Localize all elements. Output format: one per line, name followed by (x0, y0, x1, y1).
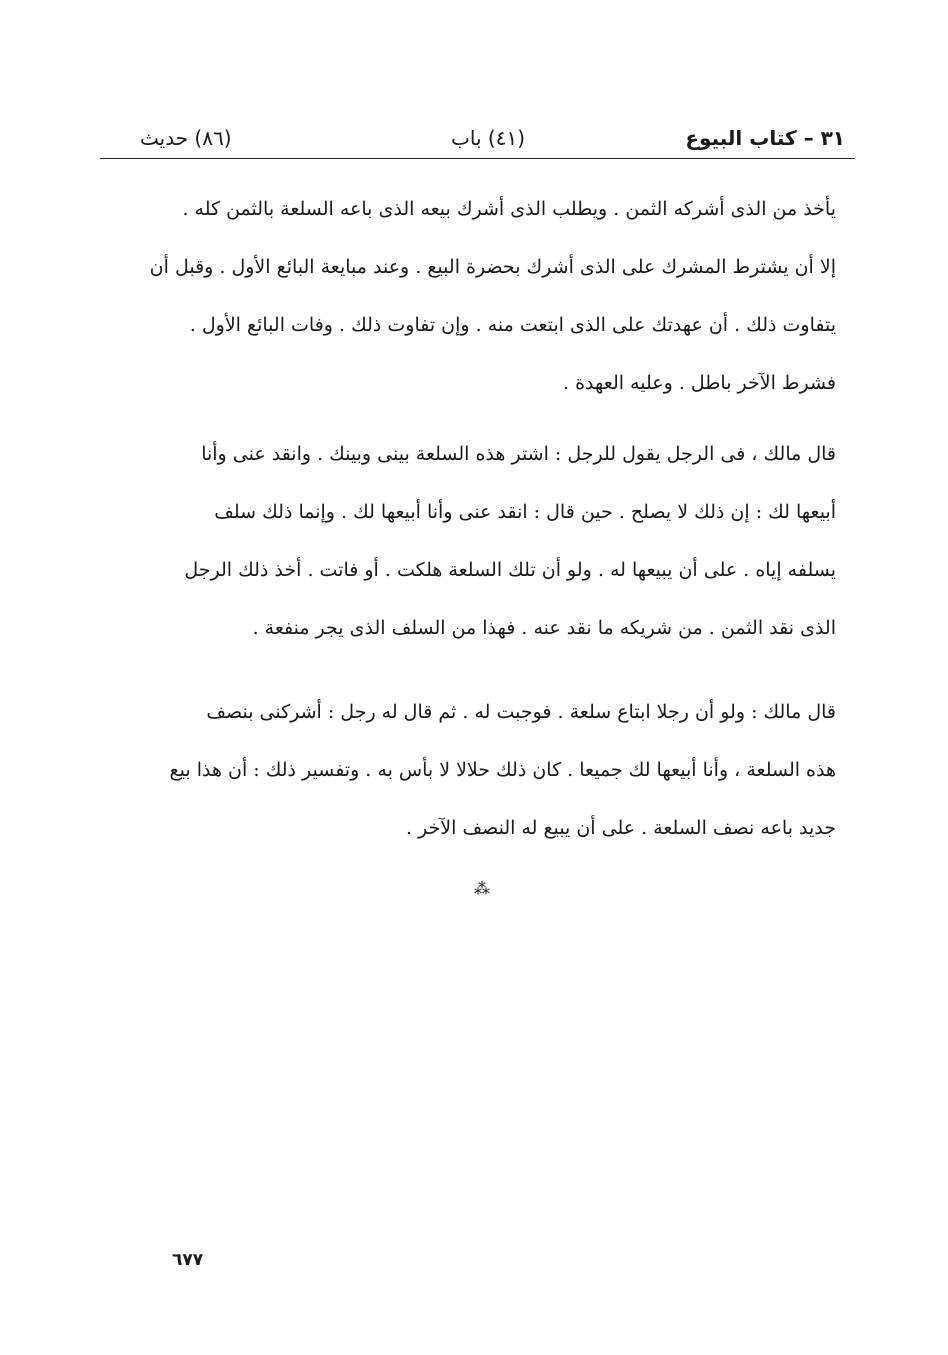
text-line: يأخذ من الذى أشركه الثمن . ويطلب الذى أشرك بيعه الذى باعه السلعة بالثمن كله . (182, 198, 836, 220)
text-line: يتفاوت ذلك . أن عهدتك على الذى ابتعت منه . وإن تفاوت ذلك . وفات البائع الأول . (189, 314, 836, 336)
paragraph-2 (106, 425, 836, 657)
text-line: قال مالك : ولو أن رجلا ابتاع سلعة . فوجبت له . ثم قال له رجل : أشركنى بنصف (206, 701, 836, 723)
paragraph-3 (106, 683, 836, 857)
text-line: جديد باعه نصف السلعة . على أن يبيع له النصف الآخر . (405, 817, 836, 839)
text-line: الذى نقد الثمن . من شريكه ما نقد عنه . فهذا من السلف الذى يجر منفعة . (252, 617, 836, 639)
text-line: قال مالك ، فى الرجل يقول للرجل : اشتر هذه السلعة بينى وبينك . وانقد عنى وأنا (201, 443, 836, 465)
text-line: هذه السلعة ، وأنا أبيعها لك جميعا . كان ذلك حلالا لا بأس به . وتفسير ذلك : أن هذا بيع (169, 759, 836, 781)
running-header (100, 120, 855, 158)
page-number: ٦٧٧ (172, 1250, 204, 1270)
hadith-number: (٨٦) حديث (140, 126, 232, 150)
text-line: أبيعها لك : إن ذلك لا يصلح . حين قال : انقد عنى وأنا أبيعها لك . وإنما ذلك سلف (214, 501, 836, 523)
text-line: فشرط الآخر باطل . وعليه العهدة . (563, 372, 836, 394)
text-line: يسلفه إياه . على أن يبيعها له . ولو أن تلك السلعة هلكت . أو فاتت . أخذ ذلك الرجل (184, 559, 836, 581)
chapter-number: (٤١) باب (451, 126, 525, 150)
paragraph-1 (106, 180, 836, 412)
book-title: ٣١ – كتاب البيوع (685, 126, 845, 150)
header-rule (100, 158, 855, 159)
section-end-ornament: ⁂ (474, 879, 490, 898)
text-line: إلا أن يشترط المشرك على الذى أشرك بحضرة البيع . وعند مبايعة البائع الأول . وقبل أن (149, 256, 836, 278)
